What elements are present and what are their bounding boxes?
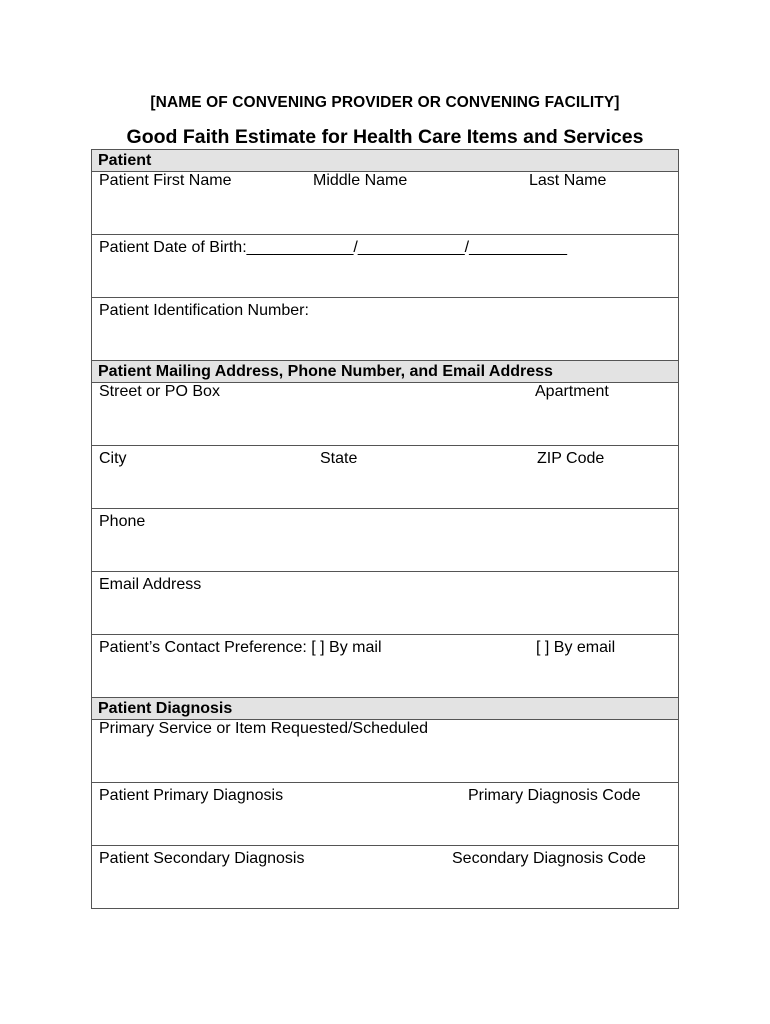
section-header-diagnosis: Patient Diagnosis — [92, 697, 678, 720]
facility-name-placeholder: [NAME OF CONVENING PROVIDER OR CONVENING FACILITY] — [150, 94, 620, 111]
primary-service-row — [92, 720, 678, 782]
email-field[interactable]: Email Address — [99, 576, 202, 593]
secondary-diagnosis-row — [92, 845, 678, 908]
patient-info-form — [91, 149, 679, 909]
street-row — [92, 383, 678, 445]
contact-by-mail-checkbox[interactable]: Patient’s Contact Preference: [ ] By mail — [99, 639, 382, 656]
phone-row — [92, 508, 678, 571]
primary-diagnosis-code-field[interactable]: Primary Diagnosis Code — [468, 787, 641, 804]
date-of-birth-field[interactable]: Patient Date of Birth:____________/____________/___________ — [99, 239, 567, 256]
patient-id-field[interactable]: Patient Identification Number: — [99, 302, 309, 319]
section-header-address: Patient Mailing Address, Phone Number, and Email Address — [92, 360, 678, 383]
middle-name-field[interactable]: Middle Name — [313, 172, 408, 189]
zip-code-field[interactable]: ZIP Code — [537, 450, 605, 467]
state-field[interactable]: State — [320, 450, 358, 467]
apartment-field[interactable]: Apartment — [535, 383, 609, 400]
id-row — [92, 297, 678, 360]
primary-service-field[interactable]: Primary Service or Item Requested/Scheduled — [99, 720, 429, 737]
contact-preference-row — [92, 634, 678, 697]
document-title: Good Faith Estimate for Health Care Items and Services — [126, 126, 644, 148]
primary-diagnosis-row — [92, 782, 678, 845]
primary-diagnosis-field[interactable]: Patient Primary Diagnosis — [99, 787, 284, 804]
city-field[interactable]: City — [99, 450, 127, 467]
city-row — [92, 445, 678, 508]
first-name-field[interactable]: Patient First Name — [99, 172, 232, 189]
dob-row — [92, 234, 678, 297]
section-header-patient: Patient — [92, 150, 678, 172]
name-row — [92, 172, 678, 234]
contact-by-email-checkbox[interactable]: [ ] By email — [536, 639, 616, 656]
email-row — [92, 571, 678, 634]
secondary-diagnosis-field[interactable]: Patient Secondary Diagnosis — [99, 850, 305, 867]
secondary-diagnosis-code-field[interactable]: Secondary Diagnosis Code — [452, 850, 646, 867]
phone-field[interactable]: Phone — [99, 513, 146, 530]
last-name-field[interactable]: Last Name — [529, 172, 607, 189]
street-field[interactable]: Street or PO Box — [99, 383, 220, 400]
